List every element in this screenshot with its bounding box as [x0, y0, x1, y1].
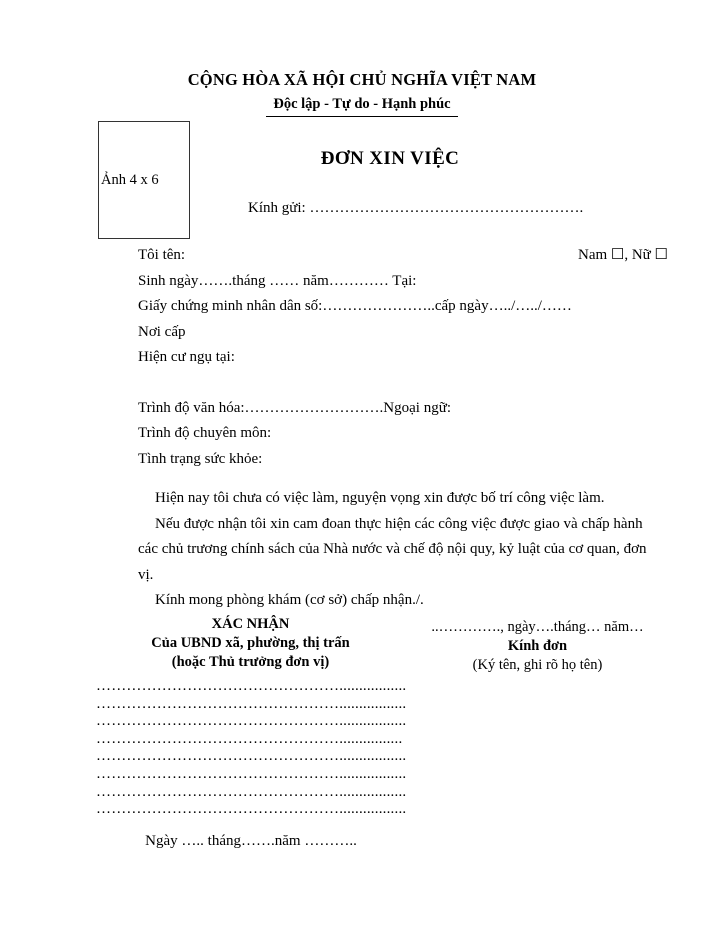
- field-label-name: Tôi tên:: [138, 247, 186, 263]
- field-row-name: [138, 243, 668, 269]
- page-title: ĐƠN XIN VIỆC: [320, 148, 460, 169]
- confirmation-authority: Của UBND xã, phường, thị trấn: [151, 635, 350, 651]
- personal-info-fields: [138, 243, 668, 472]
- dotted-line: …………………………………………................: [96, 730, 403, 747]
- field-row-birth: [138, 269, 658, 295]
- photo-placeholder-box: [98, 121, 190, 239]
- confirmation-authority-alt: (hoặc Thủ trưởng đơn vị): [171, 654, 330, 670]
- footer-date-line: Ngày ….. tháng…….năm ………..: [145, 833, 357, 849]
- applicant-signature-block: [405, 618, 670, 675]
- field-row-residence: [138, 345, 658, 371]
- field-row-health: [138, 447, 658, 473]
- field-label-health: Tình trạng sức khỏe:: [138, 450, 263, 467]
- field-row-specialty: [138, 421, 658, 447]
- field-label-issue-place: Nơi cấp: [138, 323, 186, 340]
- national-title: CỘNG HÒA XÃ HỘI CHỦ NGHĨA VIỆT NAM: [187, 70, 537, 89]
- dotted-line: ………………………………………….................: [96, 765, 406, 782]
- confirmation-heading: XÁC NHẬN: [211, 616, 290, 632]
- national-motto-block: [266, 95, 458, 117]
- gender-checkbox-group[interactable]: Nam ☐, Nữ ☐: [577, 247, 668, 263]
- applicant-signature-note: (Ký tên, ghi rõ họ tên): [472, 657, 603, 673]
- confirmation-write-lines: [96, 678, 406, 819]
- confirmation-block: [98, 615, 403, 672]
- body-paragraph-1: Hiện nay tôi chưa có việc làm, nguyện vọng xin được bố trí công việc làm.: [155, 490, 605, 506]
- dotted-line: ………………………………………….................: [96, 801, 406, 818]
- field-label-education: Trình độ văn hóa:……………………….Ngoại ngữ:: [138, 399, 451, 416]
- dotted-line: ………………………………………….................: [96, 748, 406, 765]
- national-heading: [0, 70, 724, 117]
- national-motto: Độc lập - Tự do - Hạnh phúc: [273, 96, 451, 112]
- field-spacer: [138, 371, 658, 396]
- dotted-line: ………………………………………….................: [96, 783, 406, 800]
- body-paragraph-2: Nếu được nhận tôi xin cam đoan thực hiện các công việc được giao và chấp hành các chủ trương chính sách của Nhà nước và chế độ nội quy, kỷ luật của cơ quan, đơn vị.: [138, 515, 647, 583]
- body-paragraphs: [138, 486, 660, 614]
- recipient-line: Kính gửi: ……………………………………………….: [248, 200, 584, 216]
- field-label-residence: Hiện cư ngụ tại:: [138, 349, 235, 365]
- motto-underline: [266, 116, 458, 117]
- field-label-birth: Sinh ngày…….tháng …… năm………… Tại:: [138, 272, 417, 289]
- dotted-line: ………………………………………….................: [96, 678, 406, 694]
- signature-date-line: ..…………., ngày….tháng… năm…: [431, 619, 644, 635]
- photo-placeholder-label: Ảnh 4 x 6: [101, 172, 159, 188]
- dotted-line: ………………………………………….................: [96, 713, 406, 730]
- body-paragraph-3: Kính mong phòng khám (cơ sở) chấp nhận./.: [155, 592, 424, 608]
- field-label-id-number: Giấy chứng minh nhân dân số:…………………..cấp ngày…../…../……: [138, 298, 572, 314]
- applicant-signature-title: Kính đơn: [507, 638, 568, 654]
- field-row-education: [138, 396, 658, 422]
- field-row-id-number: [138, 294, 658, 320]
- field-row-issue-place: [138, 320, 658, 346]
- field-label-specialty: Trình độ chuyên môn:: [138, 425, 272, 441]
- dotted-line: ………………………………………….................: [96, 695, 406, 712]
